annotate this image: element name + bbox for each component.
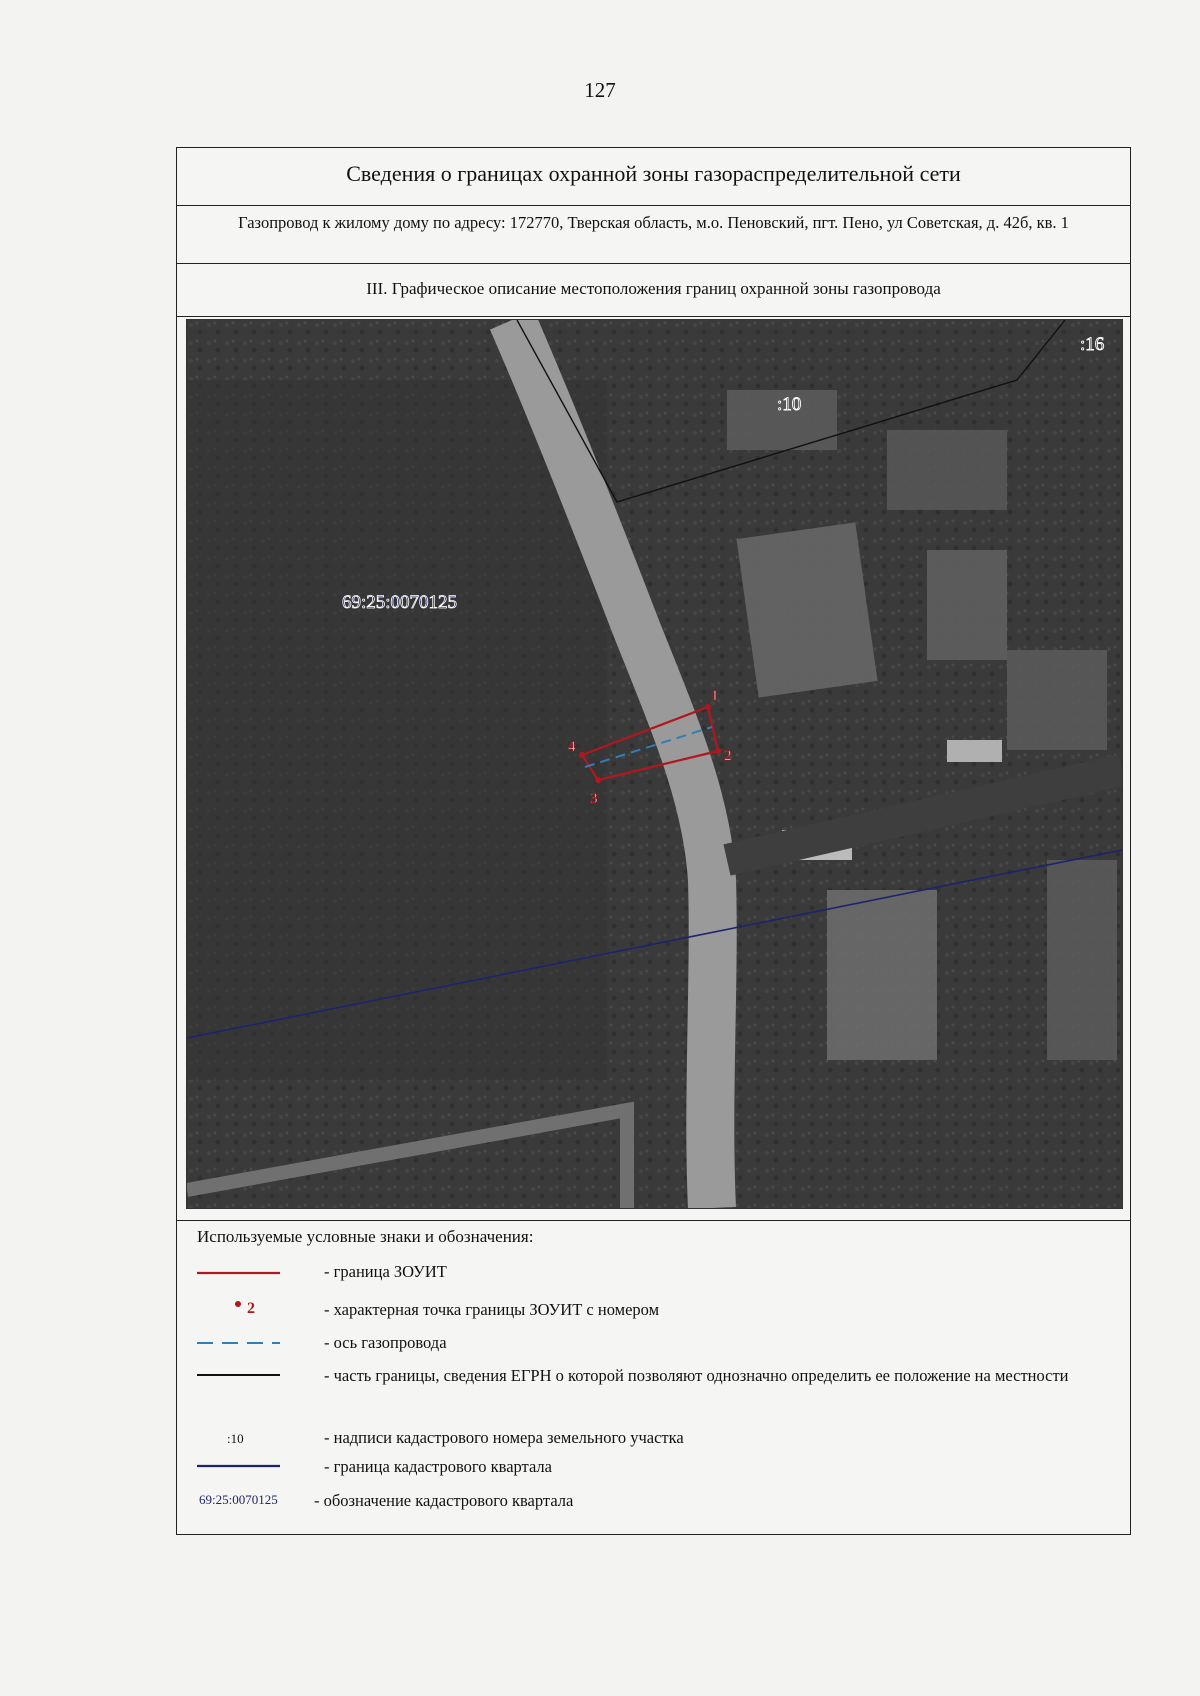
building — [1047, 860, 1117, 1060]
legend-symbol-blue-dashed-line — [187, 1326, 287, 1360]
parcel-label-16: :16 — [1080, 334, 1105, 355]
zone-point-4 — [579, 752, 585, 758]
legend-symbol-black-line — [187, 1358, 287, 1392]
legend-symbol-label: :10 — [227, 1431, 244, 1446]
legend-item-parcel-boundary — [177, 1358, 1130, 1410]
parcel-label-10: :10 — [777, 394, 802, 415]
zone-point-label-4: 4 — [568, 739, 576, 755]
quarter-label: 69:25:0070125 — [342, 592, 458, 613]
legend-item-quarter-boundary — [177, 1451, 1130, 1485]
legend-symbol-label: 2 — [247, 1300, 255, 1317]
building — [887, 430, 1007, 510]
satellite-map — [186, 319, 1123, 1209]
legend-text: - граница кадастрового квартала — [324, 1457, 552, 1476]
building — [736, 522, 877, 697]
legend-text: - обозначение кадастрового квартала — [314, 1491, 574, 1510]
legend-text: - характерная точка границы ЗОУИТ с номером — [324, 1300, 660, 1319]
legend-item-quarter-label — [177, 1483, 1130, 1517]
legend-item-zone-boundary — [177, 1256, 1130, 1290]
legend-title: Используемые условные знаки и обозначения: — [197, 1227, 534, 1246]
document-frame — [176, 147, 1131, 1535]
pipeline-address: Газопровод к жилому дому по адресу: 172770, Тверская область, м.о. Пеновский, пгт. Пено, ул Советская, д. 42б, кв. 1 — [177, 206, 1130, 264]
building — [927, 550, 1007, 660]
zone-point-label-2: 2 — [724, 748, 732, 764]
zone-point-3 — [595, 777, 601, 783]
legend-text: - ось газопровода — [324, 1333, 447, 1352]
legend-text: - часть границы, сведения ЕГРН о которой позволяют однозначно определить ее положение на местности — [324, 1366, 1069, 1385]
zone-point-label-1: 1 — [711, 688, 719, 704]
legend-symbol-red-point — [187, 1292, 287, 1326]
legend-item-pipeline-axis — [177, 1326, 1130, 1360]
legend-symbol-quarter-label — [187, 1483, 287, 1517]
legend-symbol-red-line — [187, 1256, 287, 1290]
legend-symbol-navy-line — [187, 1451, 287, 1485]
legend-divider — [177, 1220, 1130, 1221]
zone-point-label-3: 3 — [590, 791, 598, 807]
legend-text: - граница ЗОУИТ — [324, 1262, 447, 1281]
document-title: Сведения о границах охранной зоны газораспределительной сети — [177, 148, 1130, 206]
page-number: 127 — [584, 78, 616, 102]
legend-symbol-label: 69:25:0070125 — [199, 1492, 278, 1507]
zone-point-1 — [705, 704, 711, 710]
field-area — [187, 380, 607, 1080]
building — [827, 890, 937, 1060]
legend-item-zone-point — [177, 1292, 1130, 1326]
legend-text: - надписи кадастрового номера земельного участка — [324, 1428, 684, 1447]
building — [947, 740, 1002, 762]
section-heading: III. Графическое описание местоположения границ охранной зоны газопровода — [177, 264, 1130, 317]
building — [1007, 650, 1107, 750]
zone-point-2 — [715, 748, 721, 754]
